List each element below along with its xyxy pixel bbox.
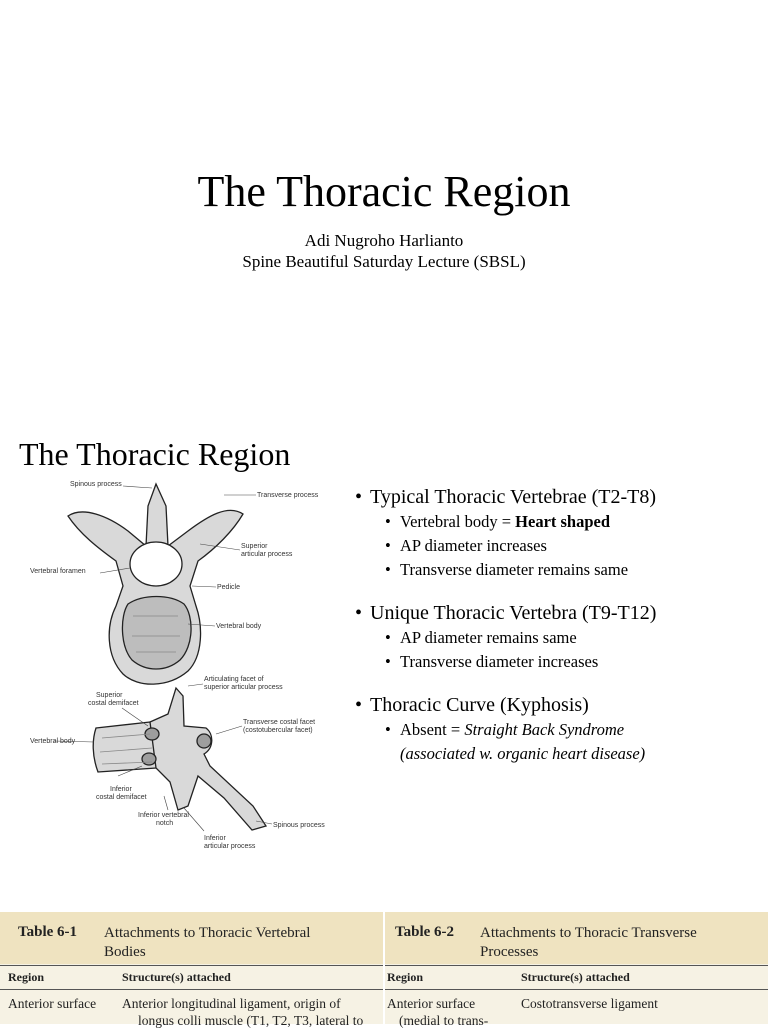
sub-bullet-italic: Straight Back Syndrome bbox=[464, 720, 625, 739]
label-spinous-process-side: Spinous process bbox=[273, 822, 325, 829]
sub-bullet-transverse-increases: • Transverse diameter increases bbox=[385, 652, 599, 671]
sub-bullet-text: AP diameter remains same bbox=[400, 628, 577, 647]
table-6-2 bbox=[385, 912, 768, 1028]
label-inferior-costal-2: costal demifacet bbox=[96, 794, 147, 801]
vertebra-drawing bbox=[28, 476, 338, 886]
table-cell-structure-2: longus colli muscle (T1, T2, T3, lateral to bbox=[138, 1013, 364, 1028]
label-inferior-articular-2: articular process bbox=[204, 843, 256, 850]
table-title-2: Bodies bbox=[104, 944, 146, 960]
sub-bullet-heart-shaped: • Vertebral body = Heart shaped bbox=[385, 512, 611, 531]
table-cell-region-2: (medial to trans- bbox=[399, 1013, 489, 1028]
bullet-text: Typical Thoracic Vertebrae (T2-T8) bbox=[370, 486, 657, 508]
label-transverse-costal-1: Transverse costal facet bbox=[243, 719, 316, 726]
table-cell-region-1: Anterior surface bbox=[387, 996, 476, 1011]
sub-bullet-ap-same: • AP diameter remains same bbox=[385, 628, 577, 647]
bullet-list bbox=[355, 484, 765, 766]
table-cell-structure-1: Anterior longitudinal ligament, origin of bbox=[122, 996, 341, 1011]
label-superior-costal-1: Superior bbox=[96, 692, 123, 699]
table-title-2: Processes bbox=[480, 944, 539, 960]
sub-bullet-text: AP diameter increases bbox=[400, 536, 547, 555]
vertebra-illustration bbox=[28, 476, 338, 886]
author-name: Adi Nugroho Harlianto bbox=[304, 231, 464, 250]
tables-strip bbox=[0, 912, 768, 1028]
slide-title: The Thoracic Region bbox=[197, 167, 571, 216]
column-header-region: Region bbox=[387, 970, 423, 984]
table-number: Table 6-2 bbox=[395, 924, 455, 940]
label-vertebral-foramen: Vertebral foramen bbox=[30, 568, 86, 575]
label-superior-costal-2: costal demifacet bbox=[88, 700, 139, 707]
bullet-thoracic-curve: • Thoracic Curve (Kyphosis) bbox=[355, 694, 589, 716]
label-transverse-process-top: Transverse process bbox=[257, 492, 319, 499]
label-vertebral-body-top: Vertebral body bbox=[216, 623, 262, 630]
sub-bullet-ap-increases: • AP diameter increases bbox=[385, 536, 547, 555]
label-transverse-costal-2: (costotubercular facet) bbox=[243, 727, 313, 734]
table-title-1: Attachments to Thoracic Transverse bbox=[480, 925, 697, 941]
lecture-name: Spine Beautiful Saturday Lecture (SBSL) bbox=[242, 252, 526, 271]
bullet-unique-vertebra: • Unique Thoracic Vertebra (T9-T12) bbox=[355, 602, 657, 624]
label-articulating-facet-2: superior articular process bbox=[204, 684, 283, 691]
label-vertebral-body-side: Vertebral body bbox=[30, 738, 76, 745]
table-number: Table 6-1 bbox=[18, 924, 78, 940]
table-cell-region: Anterior surface bbox=[8, 996, 97, 1011]
label-spinous-process-top: Spinous process bbox=[70, 481, 122, 488]
lateral-view-vertebra bbox=[93, 688, 266, 830]
sub-bullet-prefix: Vertebral body = bbox=[400, 512, 516, 531]
table-6-1 bbox=[0, 912, 383, 1028]
table-title-1: Attachments to Thoracic Vertebral bbox=[104, 925, 311, 941]
label-pedicle: Pedicle bbox=[217, 584, 240, 591]
bullet-typical-vertebrae: • Typical Thoracic Vertebrae (T2-T8) bbox=[355, 486, 657, 508]
label-articulating-facet-1: Articulating facet of bbox=[204, 676, 264, 683]
column-header-region: Region bbox=[8, 970, 44, 984]
slide-heading: The Thoracic Region bbox=[19, 436, 291, 472]
bullet-text: Thoracic Curve (Kyphosis) bbox=[370, 694, 589, 716]
content-slide bbox=[0, 420, 768, 890]
table-cell-structure: Costotransverse ligament bbox=[521, 996, 658, 1011]
label-inferior-costal-1: Inferior bbox=[110, 786, 132, 793]
label-inferior-notch-2: notch bbox=[156, 820, 174, 827]
label-inferior-notch-1: Inferior vertebral bbox=[138, 812, 189, 819]
sub-bullet-prefix: Absent = bbox=[400, 720, 465, 739]
sub-bullet-text: Transverse diameter increases bbox=[400, 652, 599, 671]
sub-bullet-absent: • Absent = Straight Back Syndrome (associated w. organic heart disease) bbox=[385, 720, 646, 763]
sub-bullet-transverse-same: • Transverse diameter remains same bbox=[385, 560, 629, 579]
column-header-structure: Structure(s) attached bbox=[122, 970, 231, 984]
label-inferior-articular-1: Inferior bbox=[204, 835, 226, 842]
sub-bullet-text: Transverse diameter remains same bbox=[400, 560, 629, 579]
title-slide bbox=[0, 0, 768, 410]
label-superior-articular-1: Superior bbox=[241, 543, 268, 550]
column-header-structure: Structure(s) attached bbox=[521, 970, 630, 984]
label-superior-articular-2: articular process bbox=[241, 551, 293, 558]
bullet-text: Unique Thoracic Vertebra (T9-T12) bbox=[370, 602, 657, 624]
sub-bullet-bold: Heart shaped bbox=[515, 512, 611, 531]
sub-bullet-italic-2: (associated w. organic heart disease) bbox=[400, 744, 646, 763]
